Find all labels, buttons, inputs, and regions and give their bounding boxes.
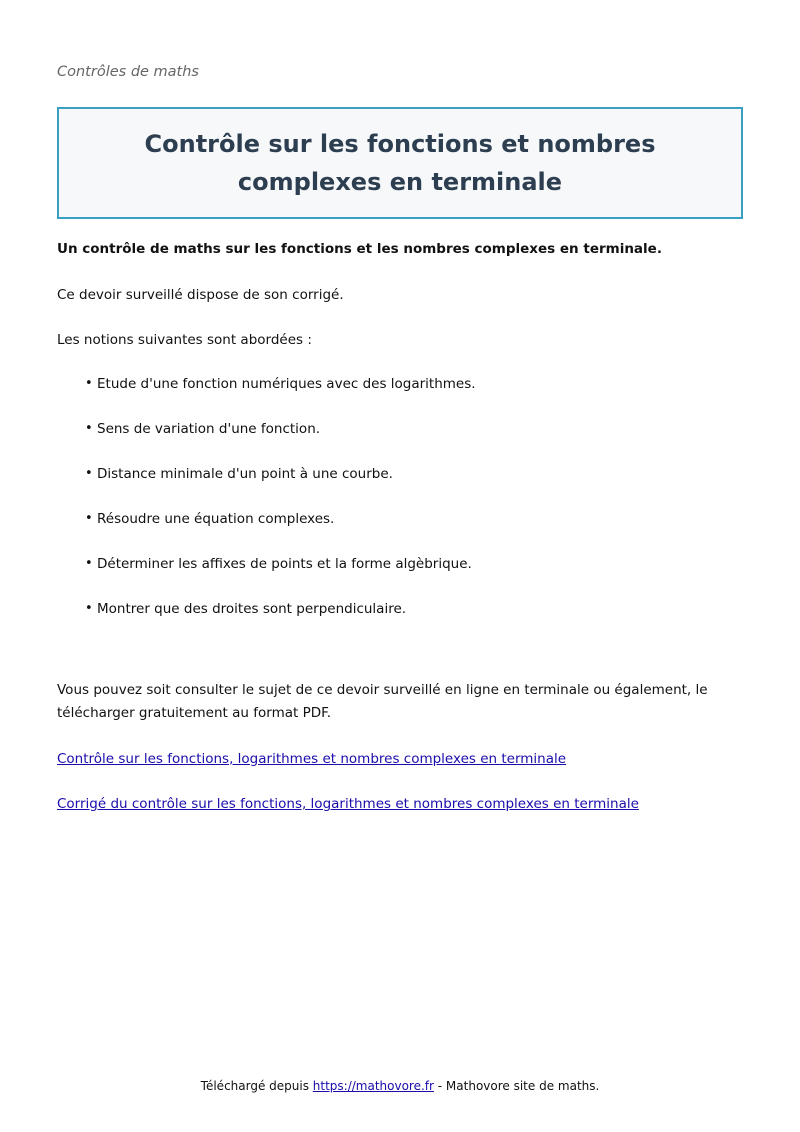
list-item-text: Etude d'une fonction numériques avec des logarithmes. xyxy=(97,376,476,392)
list-item xyxy=(85,509,476,554)
category-label: Contrôles de maths xyxy=(57,64,199,80)
corrige-link[interactable]: Corrigé du contrôle sur les fonctions, logarithmes et nombres complexes en terminale xyxy=(57,796,639,812)
intro-text: Un contrôle de maths sur les fonctions et les nombres complexes en terminale. xyxy=(57,241,662,257)
bullet-icon: • xyxy=(85,556,93,571)
list-item-text: Distance minimale d'un point à une courbe. xyxy=(97,466,393,482)
list-item xyxy=(85,464,476,509)
list-item xyxy=(85,599,476,644)
footer-site-link[interactable]: https://mathovore.fr xyxy=(312,1079,434,1093)
bullet-icon: • xyxy=(85,511,93,526)
list-item-text: Déterminer les affixes de points et la forme algèbrique. xyxy=(97,556,472,572)
list-item xyxy=(85,554,476,599)
footer-prefix: Téléchargé depuis xyxy=(200,1079,313,1093)
consult-text: Vous pouvez soit consulter le sujet de ce devoir surveillé en ligne en terminale ou également, le télécharger gratuitement au format PDF. xyxy=(57,682,708,721)
title-box xyxy=(57,107,743,219)
bullet-icon: • xyxy=(85,421,93,436)
page-title: Contrôle sur les fonctions et nombres complexes en terminale xyxy=(144,130,656,196)
footer xyxy=(0,1078,800,1094)
footer-suffix: - Mathovore site de maths. xyxy=(433,1079,600,1093)
bullet-icon: • xyxy=(85,376,93,391)
corrige-note: Ce devoir surveillé dispose de son corrigé. xyxy=(57,287,344,303)
bullet-icon: • xyxy=(85,601,93,616)
list-item-text: Sens de variation d'une fonction. xyxy=(97,421,321,437)
list-item xyxy=(85,374,476,419)
list-item-text: Montrer que des droites sont perpendiculaire. xyxy=(97,601,407,617)
notions-intro: Les notions suivantes sont abordées : xyxy=(57,332,312,348)
list-item xyxy=(85,419,476,464)
notions-list xyxy=(85,374,476,644)
list-item-text: Résoudre une équation complexes. xyxy=(97,511,335,527)
bullet-icon: • xyxy=(85,466,93,481)
sujet-link[interactable]: Contrôle sur les fonctions, logarithmes et nombres complexes en terminale xyxy=(57,751,567,767)
